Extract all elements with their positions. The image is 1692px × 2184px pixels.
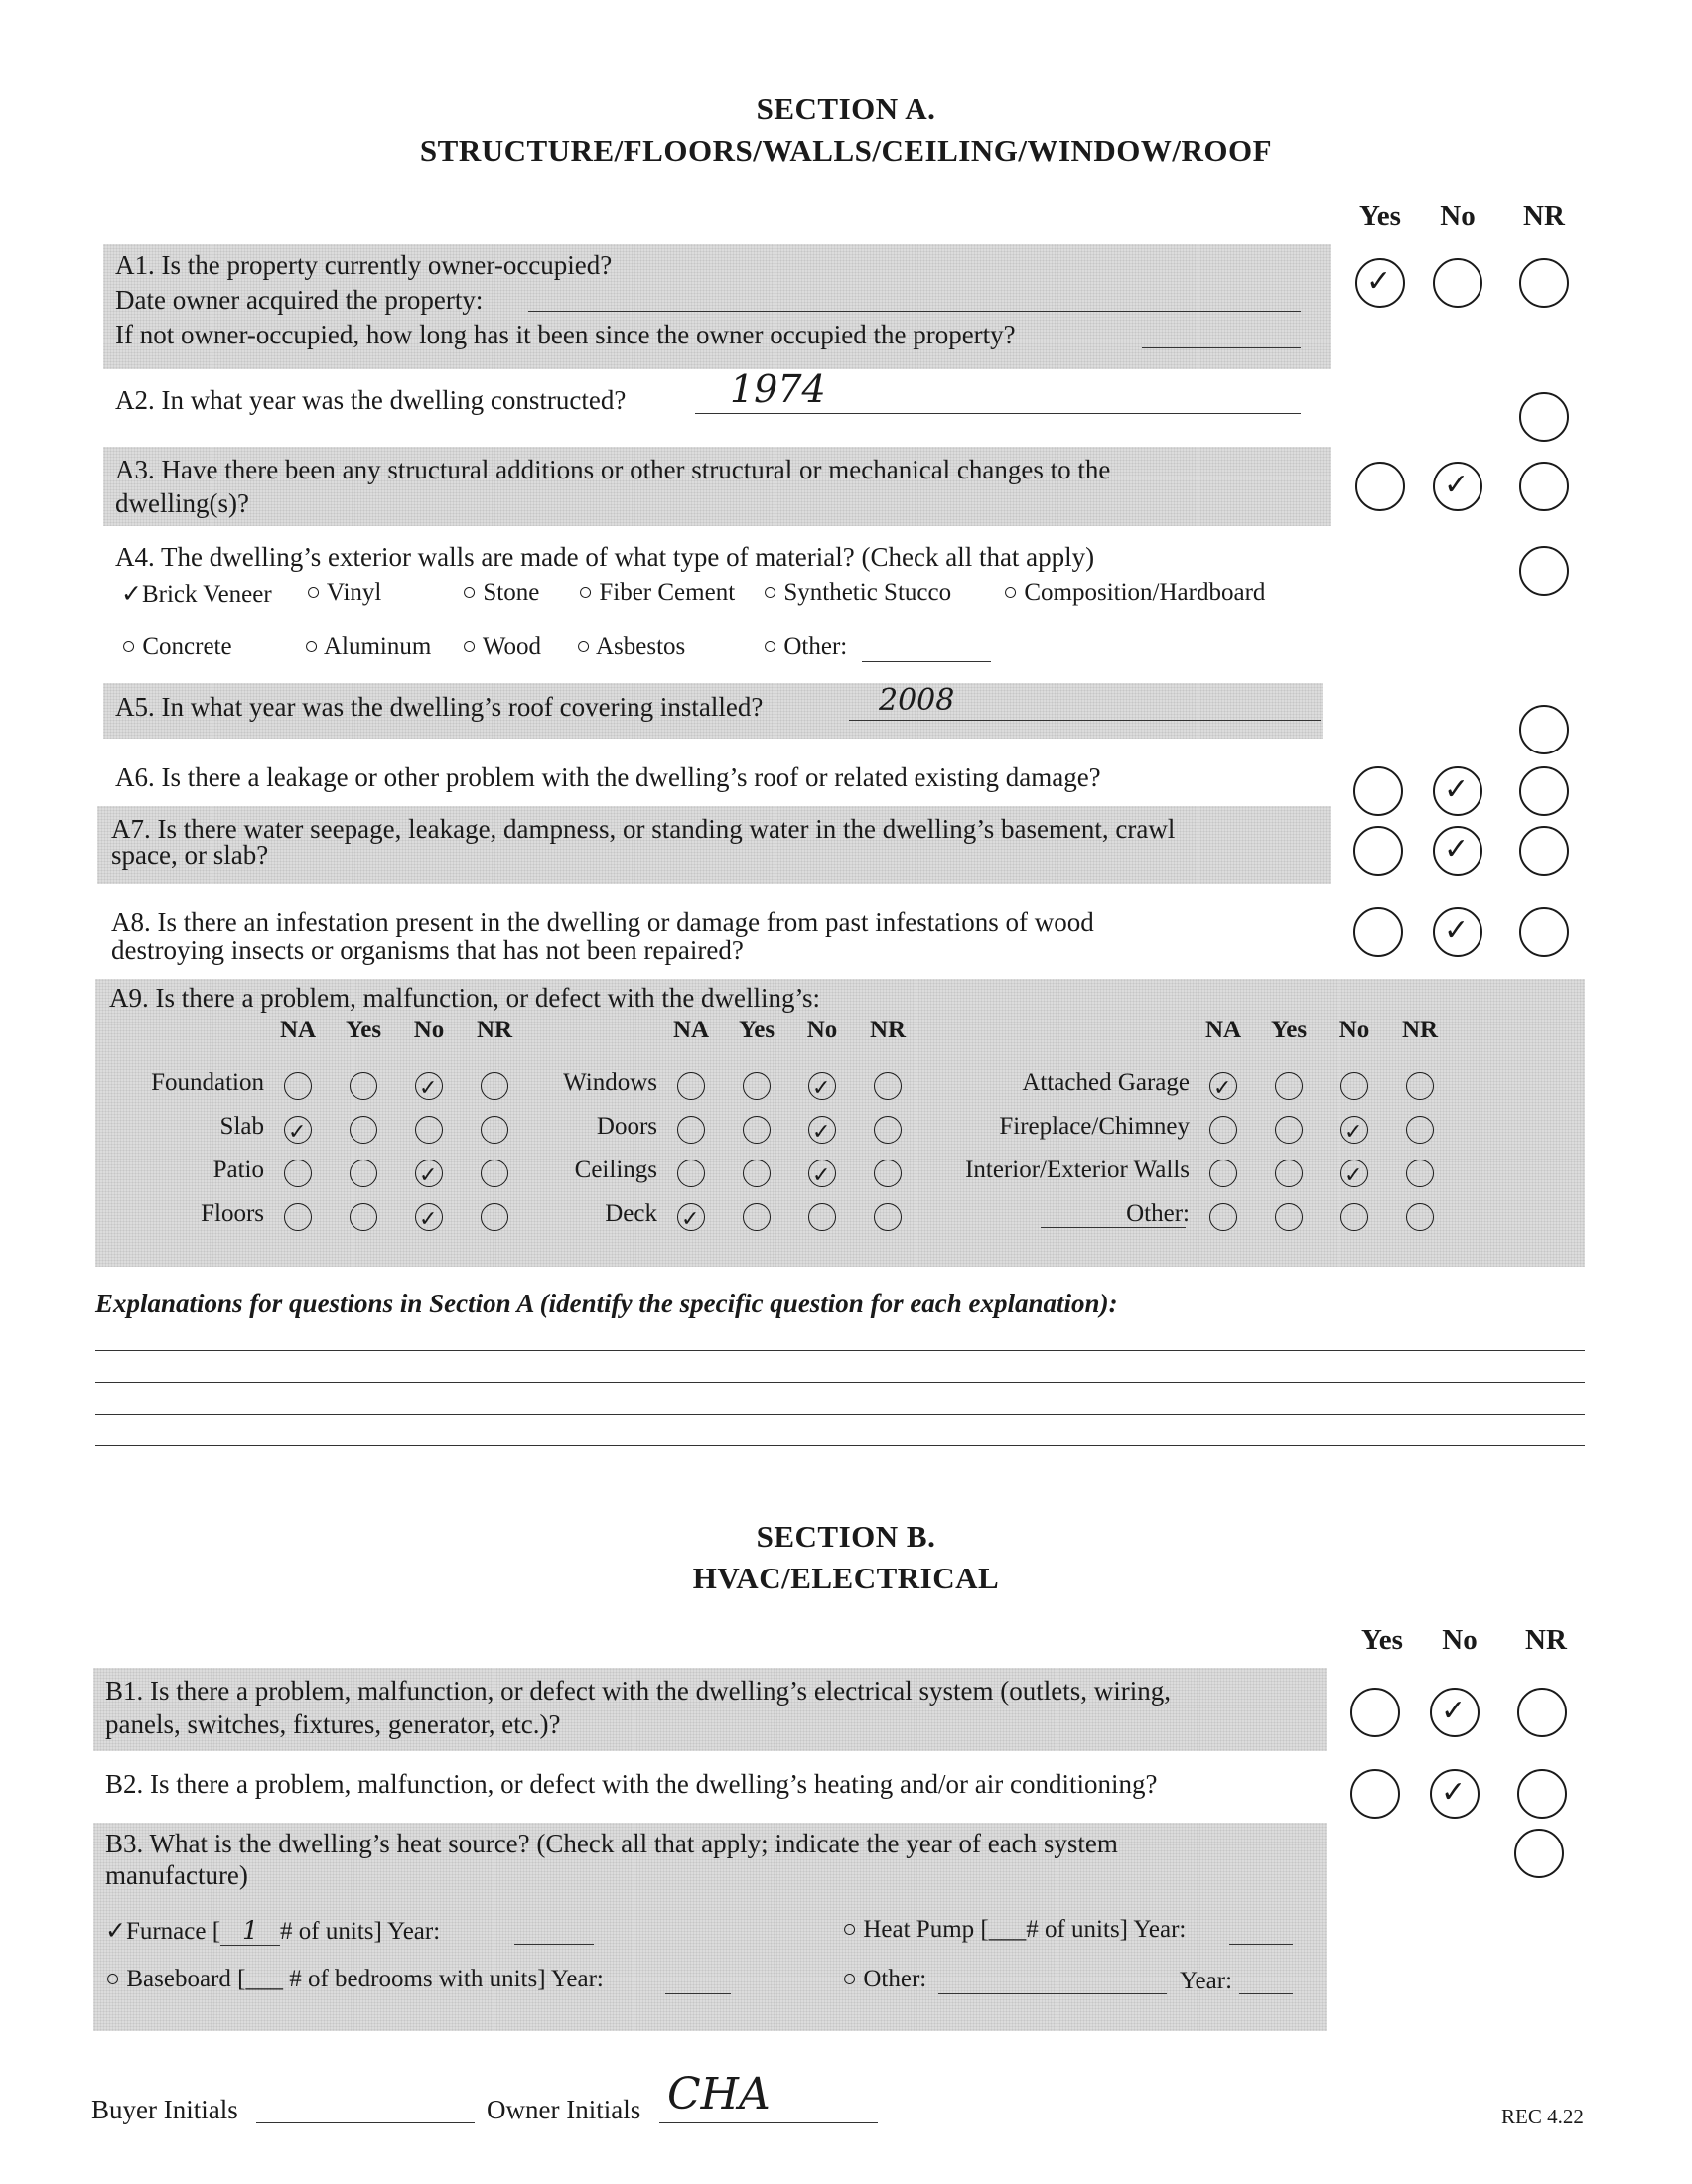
a2-year-line[interactable] bbox=[695, 413, 1301, 414]
a9-slab-yes-radio[interactable] bbox=[350, 1116, 377, 1144]
a9-attached-garage-yes-radio[interactable] bbox=[1275, 1072, 1303, 1100]
b3-furnace-year-line[interactable] bbox=[514, 1944, 594, 1945]
a9-label-foundation: Foundation bbox=[151, 1069, 264, 1096]
a7-no-radio[interactable]: ✓ bbox=[1433, 826, 1482, 876]
owner-initials-label: Owner Initials bbox=[487, 2095, 641, 2124]
a4-opt-brick-veneer[interactable]: ✓Brick Veneer bbox=[121, 579, 272, 608]
a9-floors-no-radio[interactable]: ✓ bbox=[415, 1203, 443, 1231]
a3-nr-radio[interactable] bbox=[1519, 462, 1569, 511]
a9-deck-yes-radio[interactable] bbox=[743, 1203, 771, 1231]
a9-group2-header-nr: NR bbox=[869, 1017, 907, 1043]
a9-group3-header-nr: NR bbox=[1401, 1017, 1439, 1043]
b2-yes-radio[interactable] bbox=[1350, 1769, 1400, 1819]
a1-how-long-line[interactable] bbox=[1142, 347, 1301, 348]
a1-yes-radio[interactable]: ✓ bbox=[1355, 258, 1405, 308]
a9-group2-header-na: NA bbox=[672, 1017, 710, 1043]
a3-question-line2: dwelling(s)? bbox=[115, 488, 249, 518]
a1-no-radio[interactable] bbox=[1433, 258, 1482, 308]
a9-group2-header-no: No bbox=[806, 1017, 838, 1043]
a9-group1-header-yes: Yes bbox=[345, 1017, 382, 1043]
a4-opt-asbestos[interactable]: ○ Asbestos bbox=[576, 633, 686, 660]
a9-deck-nr-radio[interactable] bbox=[874, 1203, 902, 1231]
b3-other-year-line[interactable] bbox=[1239, 1993, 1293, 1994]
a9-doors-nr-radio[interactable] bbox=[874, 1116, 902, 1144]
a9-ceilings-yes-radio[interactable] bbox=[743, 1160, 771, 1187]
a2-nr-radio[interactable] bbox=[1519, 392, 1569, 442]
a7-question-line2: space, or slab? bbox=[111, 840, 269, 870]
a4-opt-composition-hardboard[interactable]: ○ Composition/Hardboard bbox=[1003, 579, 1266, 606]
b2-no-radio[interactable]: ✓ bbox=[1430, 1769, 1480, 1819]
a9-group1-header-no: No bbox=[413, 1017, 445, 1043]
a8-question-line1: A8. Is there an infestation present in the dwelling or damage from past infestations of wood bbox=[111, 907, 1094, 937]
a9-attached-garage-na-radio[interactable]: ✓ bbox=[1209, 1072, 1237, 1100]
a9-deck-no-radio[interactable] bbox=[808, 1203, 836, 1231]
a4-opt-vinyl[interactable]: ○ Vinyl bbox=[306, 579, 382, 606]
explanation-line-3[interactable] bbox=[95, 1414, 1585, 1415]
section-a-subtitle: STRUCTURE/FLOORS/WALLS/CEILING/WINDOW/ROOF bbox=[419, 133, 1273, 168]
a4-nr-radio[interactable] bbox=[1519, 546, 1569, 596]
b1-yes-radio[interactable] bbox=[1350, 1688, 1400, 1737]
col-yes-header: Yes bbox=[1359, 201, 1401, 232]
a9-label-windows: Windows bbox=[563, 1069, 657, 1096]
col-no-header: No bbox=[1440, 201, 1476, 232]
a1-question: A1. Is the property currently owner-occupied? bbox=[115, 250, 613, 280]
a9-deck-na-radio[interactable]: ✓ bbox=[677, 1203, 705, 1231]
a8-yes-radio[interactable] bbox=[1353, 907, 1403, 957]
a9-other-yes-radio[interactable] bbox=[1275, 1203, 1303, 1231]
explanation-line-1[interactable] bbox=[95, 1350, 1585, 1351]
a9-label-deck: Deck bbox=[605, 1200, 657, 1227]
a8-nr-radio[interactable] bbox=[1519, 907, 1569, 957]
a9-label-other: Other: bbox=[1126, 1200, 1190, 1227]
a9-patio-na-radio[interactable] bbox=[284, 1160, 312, 1187]
a9-group3-header-na: NA bbox=[1204, 1017, 1242, 1043]
a8-question-line2: destroying insects or organisms that has not been repaired? bbox=[111, 935, 744, 965]
a4-opt-synthetic-stucco[interactable]: ○ Synthetic Stucco bbox=[763, 579, 952, 606]
a5-year-line[interactable] bbox=[849, 720, 1321, 721]
a9-floors-nr-radio[interactable] bbox=[481, 1203, 508, 1231]
a4-opt-stone[interactable]: ○ Stone bbox=[462, 579, 540, 606]
buyer-initials-line[interactable] bbox=[256, 2122, 475, 2123]
a9-group1-header-na: NA bbox=[279, 1017, 317, 1043]
a5-question: A5. In what year was the dwelling’s roof covering installed? bbox=[115, 692, 764, 722]
b3-question-line2: manufacture) bbox=[105, 1860, 248, 1890]
a2-question: A2. In what year was the dwelling constructed? bbox=[115, 385, 627, 415]
a1-date-label: Date owner acquired the property: bbox=[115, 285, 484, 315]
a9-fireplace-chimney-yes-radio[interactable] bbox=[1275, 1116, 1303, 1144]
buyer-initials-label: Buyer Initials bbox=[91, 2095, 238, 2124]
b3-opt-furnace[interactable]: ✓Furnace [ 1 # of units] Year: bbox=[105, 1916, 441, 1945]
b-col-no-header: No bbox=[1442, 1624, 1478, 1656]
a9-foundation-na-radio[interactable] bbox=[284, 1072, 312, 1100]
a9-floors-na-radio[interactable] bbox=[284, 1203, 312, 1231]
owner-initials-line[interactable] bbox=[659, 2122, 878, 2123]
a4-question: A4. The dwelling’s exterior walls are made of what type of material? (Check all that apply) bbox=[115, 542, 1095, 572]
a9-label-doors: Doors bbox=[596, 1113, 657, 1140]
b3-opt-baseboard[interactable]: ○ Baseboard [___ # of bedrooms with units] Year: bbox=[105, 1966, 604, 1992]
a9-label-fireplace-chimney: Fireplace/Chimney bbox=[999, 1113, 1190, 1140]
b2-question: B2. Is there a problem, malfunction, or defect with the dwelling’s heating and/or air conditioning? bbox=[105, 1769, 1158, 1799]
a9-question: A9. Is there a problem, malfunction, or defect with the dwelling’s: bbox=[109, 983, 821, 1013]
b1-question-line1: B1. Is there a problem, malfunction, or defect with the dwelling’s electrical system (outlets, wiring, bbox=[105, 1676, 1171, 1706]
a9-doors-no-radio[interactable]: ✓ bbox=[808, 1116, 836, 1144]
b3-baseboard-year-line[interactable] bbox=[665, 1993, 731, 1994]
a9-patio-nr-radio[interactable] bbox=[481, 1160, 508, 1187]
a9-label-ceilings: Ceilings bbox=[574, 1157, 657, 1183]
section-b-title: SECTION B. bbox=[756, 1519, 936, 1554]
a9-label-slab: Slab bbox=[219, 1113, 264, 1140]
a3-yes-radio[interactable] bbox=[1355, 462, 1405, 511]
b3-other-year-label: Year: bbox=[1180, 1968, 1233, 1994]
a9-group3-header-no: No bbox=[1339, 1017, 1370, 1043]
a9-label-floors: Floors bbox=[201, 1200, 264, 1227]
a6-yes-radio[interactable] bbox=[1353, 766, 1403, 816]
a4-opt-wood[interactable]: ○ Wood bbox=[462, 633, 542, 660]
owner-initials-signature: CHA bbox=[667, 2069, 771, 2119]
a9-foundation-yes-radio[interactable] bbox=[350, 1072, 377, 1100]
a9-windows-nr-radio[interactable] bbox=[874, 1072, 902, 1100]
a6-no-radio[interactable]: ✓ bbox=[1433, 766, 1482, 816]
a4-other-line[interactable] bbox=[862, 661, 991, 662]
a4-opt-fiber-cement[interactable]: ○ Fiber Cement bbox=[578, 579, 736, 606]
a9-attached-garage-nr-radio[interactable] bbox=[1406, 1072, 1434, 1100]
a9-ceilings-no-radio[interactable]: ✓ bbox=[808, 1160, 836, 1187]
a9-doors-na-radio[interactable] bbox=[677, 1116, 705, 1144]
a9-floors-yes-radio[interactable] bbox=[350, 1203, 377, 1231]
a9-ceilings-nr-radio[interactable] bbox=[874, 1160, 902, 1187]
a9-other-nr-radio[interactable] bbox=[1406, 1203, 1434, 1231]
a9-group2-header-yes: Yes bbox=[738, 1017, 776, 1043]
b1-no-radio[interactable]: ✓ bbox=[1430, 1688, 1480, 1737]
a6-question: A6. Is there a leakage or other problem with the dwelling’s roof or related existing damage? bbox=[115, 762, 1101, 792]
b3-opt-heat-pump[interactable]: ○ Heat Pump [___# of units] Year: bbox=[842, 1916, 1187, 1943]
a9-fireplace-chimney-na-radio[interactable] bbox=[1209, 1116, 1237, 1144]
b-col-yes-header: Yes bbox=[1361, 1624, 1403, 1656]
a4-opt-aluminum[interactable]: ○ Aluminum bbox=[304, 633, 432, 660]
a1-date-line[interactable] bbox=[528, 311, 1301, 312]
a9-slab-nr-radio[interactable] bbox=[481, 1116, 508, 1144]
a9-label-patio: Patio bbox=[212, 1157, 264, 1183]
explanations-label: Explanations for questions in Section A (identify the specific question for each explanation): bbox=[95, 1289, 1118, 1318]
a7-yes-radio[interactable] bbox=[1353, 826, 1403, 876]
a9-interior-exterior-walls-nr-radio[interactable] bbox=[1406, 1160, 1434, 1187]
a9-slab-no-radio[interactable] bbox=[415, 1116, 443, 1144]
a9-windows-no-radio[interactable]: ✓ bbox=[808, 1072, 836, 1100]
b3-nr-radio[interactable] bbox=[1514, 1829, 1564, 1878]
a6-nr-radio[interactable] bbox=[1519, 766, 1569, 816]
a5-nr-radio[interactable] bbox=[1519, 705, 1569, 754]
b3-question-line1: B3. What is the dwelling’s heat source? (Check all that apply; indicate the year of each system bbox=[105, 1829, 1118, 1858]
a9-fireplace-chimney-no-radio[interactable]: ✓ bbox=[1340, 1116, 1368, 1144]
a9-label-attached-garage: Attached Garage bbox=[1022, 1069, 1190, 1096]
section-b-subtitle: HVAC/ELECTRICAL bbox=[692, 1561, 1000, 1595]
b1-nr-radio[interactable] bbox=[1517, 1688, 1567, 1737]
a9-group3-header-yes: Yes bbox=[1270, 1017, 1308, 1043]
a9-other-no-radio[interactable] bbox=[1340, 1203, 1368, 1231]
a9-other-na-radio[interactable] bbox=[1209, 1203, 1237, 1231]
a7-question-line1: A7. Is there water seepage, leakage, dampness, or standing water in the dwelling’s basement, crawl bbox=[111, 814, 1176, 844]
b2-nr-radio[interactable] bbox=[1517, 1769, 1567, 1819]
form-code: REC 4.22 bbox=[1501, 2105, 1584, 2128]
a1-how-long-label: If not owner-occupied, how long has it been since the owner occupied the property? bbox=[115, 320, 1016, 349]
a9-slab-na-radio[interactable]: ✓ bbox=[284, 1116, 312, 1144]
a9-foundation-nr-radio[interactable] bbox=[481, 1072, 508, 1100]
a4-opt-concrete[interactable]: ○ Concrete bbox=[121, 633, 232, 660]
a9-patio-yes-radio[interactable] bbox=[350, 1160, 377, 1187]
a5-year-value: 2008 bbox=[879, 683, 955, 718]
a8-no-radio[interactable]: ✓ bbox=[1433, 907, 1482, 957]
a7-nr-radio[interactable] bbox=[1519, 826, 1569, 876]
a9-windows-yes-radio[interactable] bbox=[743, 1072, 771, 1100]
col-nr-header: NR bbox=[1523, 201, 1565, 232]
a9-windows-na-radio[interactable] bbox=[677, 1072, 705, 1100]
explanation-line-2[interactable] bbox=[95, 1382, 1585, 1383]
a9-ceilings-na-radio[interactable] bbox=[677, 1160, 705, 1187]
a2-year-value: 1974 bbox=[730, 367, 826, 411]
a9-foundation-no-radio[interactable]: ✓ bbox=[415, 1072, 443, 1100]
a1-nr-radio[interactable] bbox=[1519, 258, 1569, 308]
a9-patio-no-radio[interactable]: ✓ bbox=[415, 1160, 443, 1187]
a3-no-radio[interactable]: ✓ bbox=[1433, 462, 1482, 511]
b3-other-line[interactable] bbox=[938, 1993, 1167, 1994]
a9-other-line[interactable] bbox=[1041, 1227, 1186, 1228]
b1-question-line2: panels, switches, fixtures, generator, etc.)? bbox=[105, 1709, 561, 1739]
a9-group1-header-nr: NR bbox=[476, 1017, 513, 1043]
a9-interior-exterior-walls-no-radio[interactable]: ✓ bbox=[1340, 1160, 1368, 1187]
a4-opt-other[interactable]: ○ Other: bbox=[763, 633, 848, 660]
a9-fireplace-chimney-nr-radio[interactable] bbox=[1406, 1116, 1434, 1144]
b3-heatpump-year-line[interactable] bbox=[1229, 1944, 1293, 1945]
section-a-title: SECTION A. bbox=[756, 91, 936, 126]
a3-question-line1: A3. Have there been any structural additions or other structural or mechanical changes to the bbox=[115, 455, 1111, 484]
a9-doors-yes-radio[interactable] bbox=[743, 1116, 771, 1144]
a9-attached-garage-no-radio[interactable] bbox=[1340, 1072, 1368, 1100]
a9-interior-exterior-walls-na-radio[interactable] bbox=[1209, 1160, 1237, 1187]
b3-furnace-units[interactable]: 1 bbox=[220, 1916, 280, 1946]
b-col-nr-header: NR bbox=[1525, 1624, 1567, 1656]
a9-label-interior-exterior-walls: Interior/Exterior Walls bbox=[965, 1157, 1190, 1183]
a9-interior-exterior-walls-yes-radio[interactable] bbox=[1275, 1160, 1303, 1187]
explanation-line-4[interactable] bbox=[95, 1445, 1585, 1446]
b3-opt-other[interactable]: ○ Other: bbox=[842, 1966, 927, 1992]
